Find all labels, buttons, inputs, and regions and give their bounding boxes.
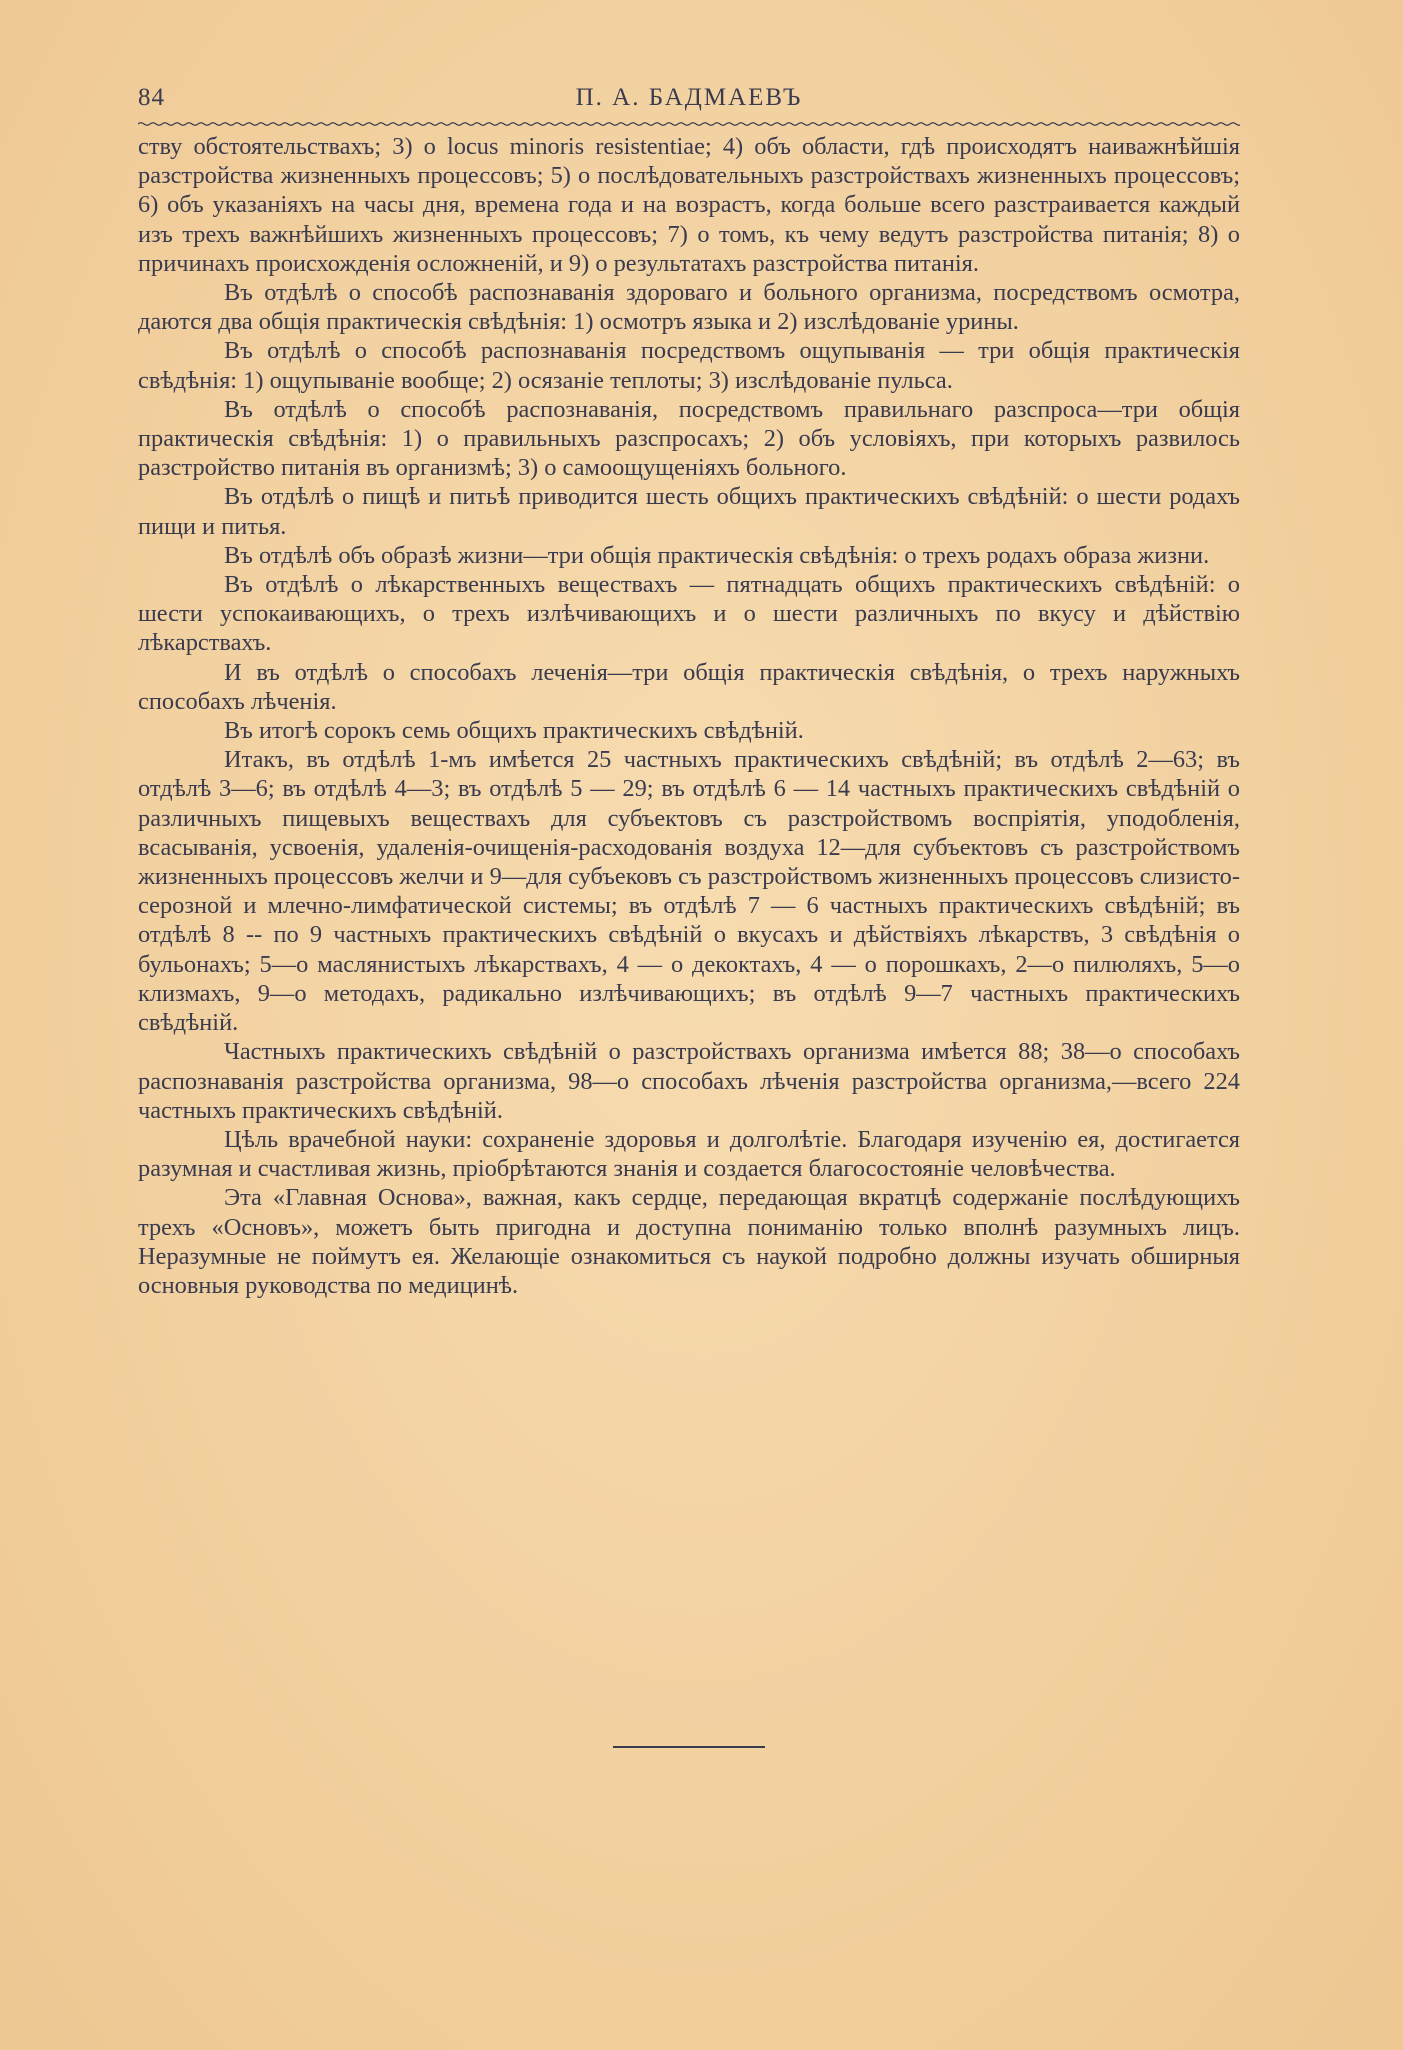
paragraph: Въ отдѣлѣ о способѣ распознаванія посредствомъ ощупыванія — три общія практическія свѣдѣнія: 1) ощупываніе вообще; 2) осязаніе теплоты; 3) изслѣдованіе пульса. [138,337,1240,394]
page-number: 84 [138,84,165,111]
paragraph: Въ отдѣлѣ о лѣкарственныхъ веществахъ — пятнадцать общихъ практическихъ свѣдѣній: о шести успокаивающихъ, о трехъ излѣчивающихъ и о шести различныхъ по вкусу и дѣйствію лѣкарствахъ. [138,571,1240,657]
paragraph: Эта «Главная Основа», важная, какъ сердце, передающая вкратцѣ содержаніе послѣдующихъ трехъ «Основъ», можетъ быть пригодна и доступна пониманію только вполнѣ разумныхъ лицъ. Неразумные не поймутъ ея. Желающіе ознакомиться съ наукой подробно должны изучать обширныя основныя руководства по медицинѣ. [138,1184,1240,1299]
paragraph: Въ отдѣлѣ объ образѣ жизни—три общія практическія свѣдѣнія: о трехъ родахъ образа жизни. [224,541,1210,569]
body-text [138,132,1240,1300]
paragraph: Въ отдѣлѣ о способѣ распознаванія, посредствомъ правильнаго разспроса—три общія практическія свѣдѣнія: 1) о правильныхъ разспросахъ; 2) объ условіяхъ, при которыхъ развилось разстройство питанія въ организмѣ; 3) о самоощущеніяхъ больного. [138,395,1240,482]
paragraph: И въ отдѣлѣ о способахъ леченія—три общія практическія свѣдѣнія, о трехъ наружныхъ способахъ лѣченія. [138,658,1240,715]
running-head: П. А. БАДМАЕВЪ [575,84,803,111]
paragraph: Въ итогѣ сорокъ семь общихъ практическихъ свѣдѣній. [224,717,804,745]
paragraph: Частныхъ практическихъ свѣдѣній о разстройствахъ организма имѣется 88; 38—о способахъ распознаванія разстройства организма, 98—о способахъ лѣченія разстройства организма,—всего 224 частныхъ практическихъ свѣдѣній. [138,1038,1240,1124]
paragraph: Въ отдѣлѣ о пищѣ и питьѣ приводится шесть общихъ практическихъ свѣдѣній: о шести родахъ пищи и питья. [138,483,1240,540]
paragraph: Въ отдѣлѣ о способѣ распознаванія здороваго и больного организма, посредствомъ осмотра, даются два общія практическія свѣдѣнія: 1) осмотръ языка и 2) изслѣдованіе урины. [138,279,1240,336]
paragraph-continued: ству обстоятельствахъ; 3) о locus minoris resistentiae; 4) объ области, гдѣ происходятъ наиважнѣйшія разстройства жизненныхъ процессовъ; 5) о послѣдовательныхъ разстройствахъ жизненныхъ процессовъ; 6) объ указаніяхъ на часы дня, времена года и на возрастъ, когда больше всего разстраивается каждый изъ трехъ важнѣйшихъ жизненныхъ процессовъ; 7) о томъ, къ чему ведутъ разстройства питанія; 8) о причинахъ происхожденія осложненій, и 9) о результатахъ разстройства питанія. [138,133,1240,277]
paragraph: Цѣль врачебной науки: сохраненіе здоровья и долголѣтіе. Благодаря изученію ея, достигается разумная и счастливая жизнь, пріобрѣтаются знанія и создается благосостояніе человѣчества. [138,1125,1240,1183]
page-header [138,84,1240,118]
paragraph: Итакъ, въ отдѣлѣ 1-мъ имѣется 25 частныхъ практическихъ свѣдѣній; въ отдѣлѣ 2—63; въ отдѣлѣ 3—6; въ отдѣлѣ 4—3; въ отдѣлѣ 5 — 29; въ отдѣлѣ 6 — 14 частныхъ практическихъ свѣдѣній о различныхъ пищевыхъ веществахъ для субъектовъ съ разстройствомъ воспріятія, уподобленія, всасыванія, усвоенія, удаленія-очищенія-расходованія воздуха 12—для субъектовъ съ разстройствомъ жизненныхъ процессовъ желчи и 9—для субъековъ съ разстройствомъ жизненныхъ процессовъ слизисто-серозной и млечно-лимфатической системы; въ отдѣлѣ 7 — 6 частныхъ практическихъ свѣдѣній; въ отдѣлѣ 8 -- по 9 частныхъ практическихъ свѣдѣній о вкусахъ и дѣйствіяхъ лѣкарствъ, 3 свѣдѣнія о бульонахъ; 5—о маслянистыхъ лѣкарствахъ, 4 — о декоктахъ, 4 — о порошкахъ, 2—о пилюляхъ, 5—о клизмахъ, 9—о методахъ, радикально излѣчивающихъ; въ отдѣлѣ 9—7 частныхъ практическихъ свѣдѣній. [138,746,1240,1037]
header-wavy-rule [138,121,1240,127]
end-rule [613,1746,765,1748]
